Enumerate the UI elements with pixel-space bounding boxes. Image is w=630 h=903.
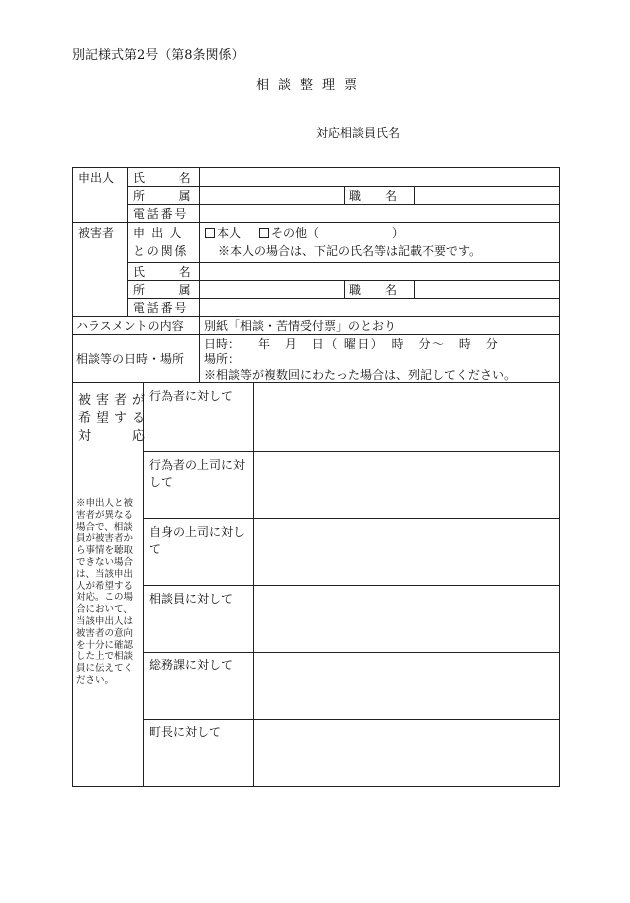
wish-item: 行為者の上司に対して — [149, 458, 246, 489]
wishes-label-1: 被害者が — [78, 393, 151, 408]
wishes-note: ※申出人と被害者が異なる場合で、相談員が被害者から事情を聴取できない場合は、当該申出人が希望する対応。この場合において、当該申出人は被害者の意向を十分に確認した上で相談員に伝えてください。 — [76, 498, 134, 686]
consult-date-format: 年 月 日（ 曜日） 時 分〜 時 分 — [258, 337, 500, 351]
wishes-label-2: 希望する — [78, 411, 151, 426]
applicant-phone-label: 電話番号 — [133, 207, 189, 221]
checkbox-other[interactable] — [260, 229, 269, 238]
document-title: 相談整理票 — [256, 78, 367, 93]
victim-phone-field[interactable] — [200, 299, 559, 316]
consult-note: ※相談等が複数回にわたった場合は、列記してください。 — [204, 368, 517, 382]
wish-field[interactable] — [254, 720, 559, 786]
wish-field[interactable] — [254, 653, 559, 719]
wish-field[interactable] — [254, 519, 559, 585]
victim-label: 被害者 — [78, 226, 115, 240]
consult-place-label: 場所： — [204, 352, 241, 366]
staff-name-label: 対応相談員氏名 — [316, 126, 401, 140]
form-number: 別記様式第2号（第8条関係） — [72, 48, 245, 63]
applicant-name-field[interactable] — [200, 168, 559, 186]
applicant-affiliation-label: 所 属 — [133, 189, 202, 203]
harassment-label: ハラスメントの内容 — [76, 319, 184, 333]
wish-field[interactable] — [254, 586, 559, 652]
option-other-close: ） — [392, 226, 405, 240]
applicant-name-label: 氏 名 — [133, 171, 202, 185]
applicant-phone-field[interactable] — [200, 205, 559, 222]
victim-affiliation-field[interactable] — [200, 281, 344, 298]
victim-relation-label-1: 申 出 人 — [133, 226, 183, 240]
wish-item: 総務課に対して — [149, 658, 234, 672]
victim-position-label: 職 名 — [349, 283, 404, 297]
option-other-label: その他（ — [271, 226, 320, 240]
victim-position-field[interactable] — [415, 281, 559, 298]
victim-name-label: 氏 名 — [133, 265, 202, 279]
checkbox-self[interactable] — [206, 229, 215, 238]
applicant-position-label: 職 名 — [349, 189, 404, 203]
wish-item: 相談員に対して — [149, 592, 234, 606]
consult-label: 相談等の日時・場所 — [76, 352, 185, 366]
victim-relation-label-2: との関係 — [133, 244, 189, 258]
wish-item: 行為者に対して — [149, 389, 234, 403]
option-self-label: 本人 — [217, 226, 242, 240]
consult-date-label: 日時： — [204, 337, 241, 351]
wish-field[interactable] — [254, 452, 559, 518]
victim-affiliation-label: 所 属 — [133, 283, 202, 297]
applicant-label: 申出人 — [78, 171, 115, 185]
wish-item: 自身の上司に対して — [149, 525, 246, 556]
victim-phone-label: 電話番号 — [133, 301, 189, 315]
victim-self-note: ※本人の場合は、下記の氏名等は記載不要です。 — [218, 244, 482, 258]
wish-item: 町長に対して — [149, 725, 222, 739]
harassment-value: 別紙「相談・苦情受付票」のとおり — [204, 319, 397, 333]
applicant-affiliation-field[interactable] — [200, 187, 344, 204]
wish-field[interactable] — [254, 383, 559, 451]
applicant-position-field[interactable] — [415, 187, 559, 204]
victim-name-field[interactable] — [200, 263, 559, 280]
wishes-label-3: 対 応 — [78, 429, 151, 444]
